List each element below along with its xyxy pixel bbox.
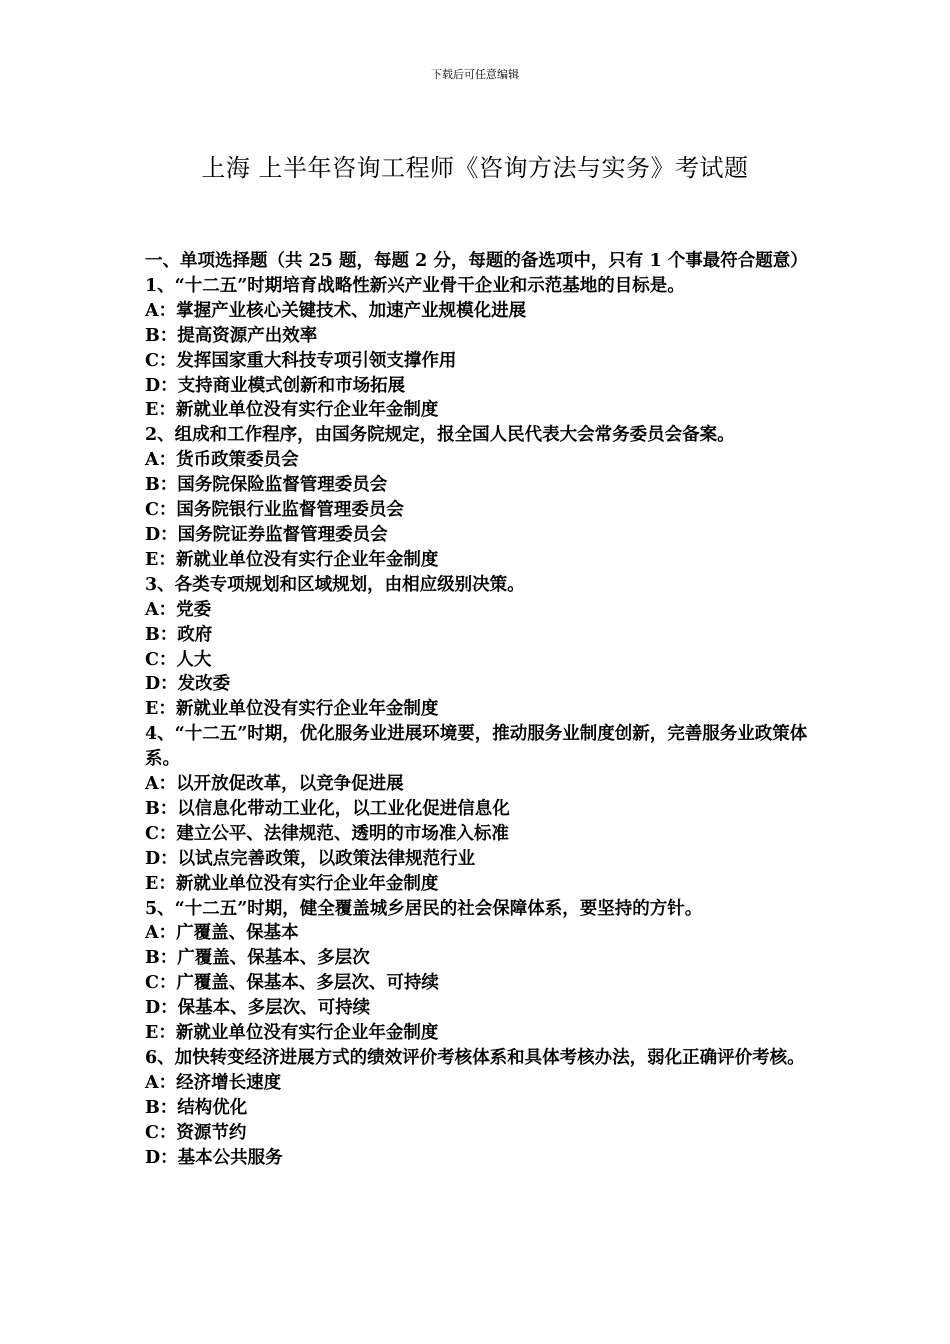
option-d: D：国务院证券监督管理委员会: [145, 524, 388, 545]
question-text: 6、加快转变经济进展方式的绩效评价考核体系和具体考核办法，弱化正确评价考核。: [145, 1048, 805, 1068]
question-text: 3、各类专项规划和区域规划，由相应级别决策。: [145, 574, 525, 595]
option-c: C：建立公平、法律规范、透明的市场准入标准: [145, 823, 509, 844]
option-c: C：国务院银行业监督管理委员会: [145, 500, 404, 521]
option-e: E：新就业单位没有实行企业年金制度: [145, 400, 439, 421]
question-6: [145, 1046, 813, 1171]
option-a: A：货币政策委员会: [145, 450, 299, 471]
question-1: [145, 274, 813, 423]
option-c: C：资源节约: [145, 1122, 247, 1143]
option-e: E：新就业单位没有实行企业年金制度: [145, 1023, 439, 1044]
option-c: C：广覆盖、保基本、多层次、可持续: [145, 973, 439, 994]
option-a: A：党委: [145, 599, 212, 620]
question-5: [145, 897, 813, 1046]
option-a: A：广覆盖、保基本: [145, 923, 299, 944]
option-a: A：经济增长速度: [145, 1072, 282, 1093]
option-b: B：以信息化带动工业化，以工业化促进信息化: [145, 798, 510, 819]
option-b: B：广覆盖、保基本、多层次: [145, 948, 370, 969]
question-4: [145, 722, 813, 896]
option-b: B：结构优化: [145, 1097, 248, 1118]
question-2: [145, 423, 813, 572]
option-d: D：基本公共服务: [145, 1147, 283, 1168]
document-body: [145, 249, 813, 1171]
question-text: 1、“十二五”时期培育战略性新兴产业骨干企业和示范基地的目标是。: [145, 275, 685, 296]
question-text: 5、“十二五”时期，健全覆盖城乡居民的社会保障体系，要坚持的方针。: [145, 898, 703, 919]
question-3: [145, 573, 813, 722]
question-text: 4、“十二五”时期，优化服务业进展环境要，推动服务业制度创新，完善服务业政策体系。: [145, 724, 808, 770]
document-title: 上海 上半年咨询工程师《咨询方法与实务》考试题: [201, 154, 749, 182]
option-a: A：以开放促改革，以竞争促进展: [145, 774, 404, 795]
option-a: A：掌握产业核心关键技术、加速产业规模化进展: [145, 300, 527, 321]
option-b: B：政府: [145, 624, 213, 645]
option-d: D：发改委: [145, 674, 231, 695]
option-c: C：发挥国家重大科技专项引领支撑作用: [145, 350, 457, 371]
question-text: 2、组成和工作程序，由国务院规定，报全国人民代表大会常务委员会备案。: [145, 425, 735, 446]
option-e: E：新就业单位没有实行企业年金制度: [145, 699, 439, 720]
option-e: E：新就业单位没有实行企业年金制度: [145, 549, 439, 570]
option-c: C：人大: [145, 649, 212, 670]
option-e: E：新就业单位没有实行企业年金制度: [145, 873, 439, 894]
header-note: 下载后可任意编辑: [431, 68, 519, 81]
option-d: D：以试点完善政策，以政策法律规范行业: [145, 848, 476, 869]
option-b: B：提高资源产出效率: [145, 325, 318, 346]
section-heading: 一、单项选择题（共 25 题，每题 2 分，每题的备选项中，只有 1 个事最符合题意）: [145, 251, 808, 271]
option-d: D：支持商业模式创新和市场拓展: [145, 375, 406, 396]
option-d: D：保基本、多层次、可持续: [145, 998, 371, 1019]
option-b: B：国务院保险监督管理委员会: [145, 475, 388, 496]
